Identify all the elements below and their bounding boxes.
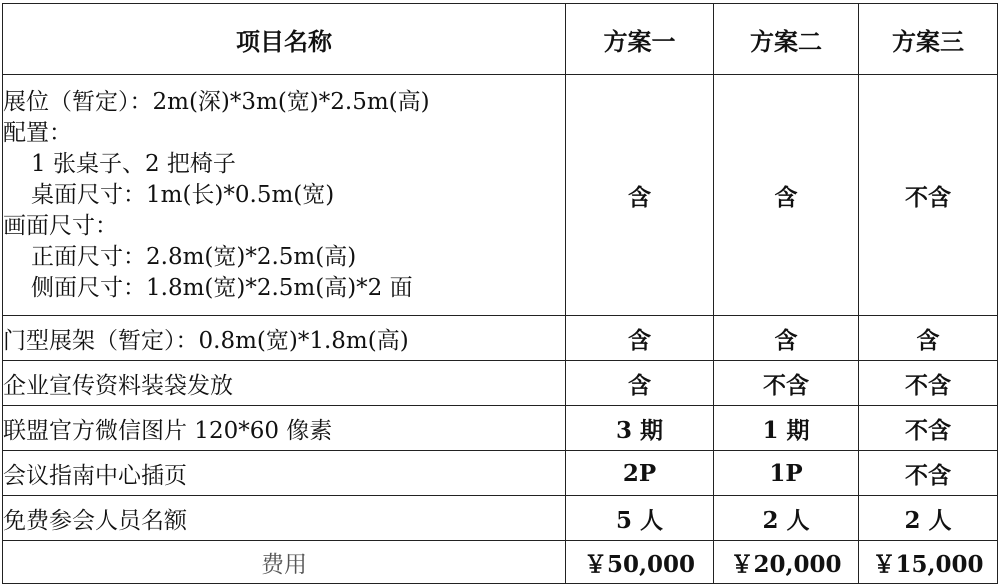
cell-plan-2: 含 <box>714 316 859 361</box>
row-label: 免费参会人员名额 <box>3 496 566 541</box>
cell-plan-3: 不含 <box>859 451 998 496</box>
header-row <box>3 4 998 75</box>
cell-plan-2: 不含 <box>714 361 859 406</box>
row-label: 会议指南中心插页 <box>3 451 566 496</box>
header-plan-3: 方案三 <box>859 4 998 75</box>
cell-plan-1: 含 <box>566 316 714 361</box>
booth-line: 正面尺寸：2.8m(宽)*2.5m(高) <box>31 243 357 270</box>
fee-label: 费用 <box>3 541 566 584</box>
booth-line: 展位（暂定）：2m(深)*3m(宽)*2.5m(高) <box>3 88 430 115</box>
cell-plan-1: 5 人 <box>566 496 714 541</box>
table-row-fee <box>3 541 998 584</box>
cell-plan-2: 含 <box>714 75 859 316</box>
cell-plan-1: 3 期 <box>566 406 714 451</box>
table-row <box>3 361 998 406</box>
header-item-name: 项目名称 <box>3 4 566 75</box>
cell-plan-3: 2 人 <box>859 496 998 541</box>
cell-plan-3: 不含 <box>859 406 998 451</box>
table-row <box>3 406 998 451</box>
fee-plan-3: ￥15,000 <box>859 541 998 584</box>
cell-plan-1: 含 <box>566 75 714 316</box>
cell-plan-2: 1P <box>714 451 859 496</box>
table-row <box>3 316 998 361</box>
booth-line: 侧面尺寸：1.8m(宽)*2.5m(高)*2 面 <box>31 274 413 301</box>
table-row <box>3 451 998 496</box>
booth-line: 1 张桌子、2 把椅子 <box>31 150 236 177</box>
table-row <box>3 496 998 541</box>
booth-line: 画面尺寸： <box>3 212 118 239</box>
cell-plan-1: 含 <box>566 361 714 406</box>
fee-plan-2: ￥20,000 <box>714 541 859 584</box>
row-label: 门型展架（暂定）：0.8m(宽)*1.8m(高) <box>3 316 566 361</box>
row-label: 联盟官方微信图片 120*60 像素 <box>3 406 566 451</box>
pricing-table <box>2 3 998 584</box>
fee-plan-1: ￥50,000 <box>566 541 714 584</box>
table-row-booth <box>3 75 998 316</box>
cell-plan-3: 不含 <box>859 75 998 316</box>
cell-plan-3: 含 <box>859 316 998 361</box>
header-plan-2: 方案二 <box>714 4 859 75</box>
booth-line: 桌面尺寸：1m(长)*0.5m(宽) <box>31 181 335 208</box>
cell-plan-2: 2 人 <box>714 496 859 541</box>
cell-plan-1: 2P <box>566 451 714 496</box>
row-label: 企业宣传资料装袋发放 <box>3 361 566 406</box>
cell-plan-3: 不含 <box>859 361 998 406</box>
booth-description <box>3 75 566 316</box>
booth-line: 配置： <box>3 119 72 146</box>
header-plan-1: 方案一 <box>566 4 714 75</box>
cell-plan-2: 1 期 <box>714 406 859 451</box>
